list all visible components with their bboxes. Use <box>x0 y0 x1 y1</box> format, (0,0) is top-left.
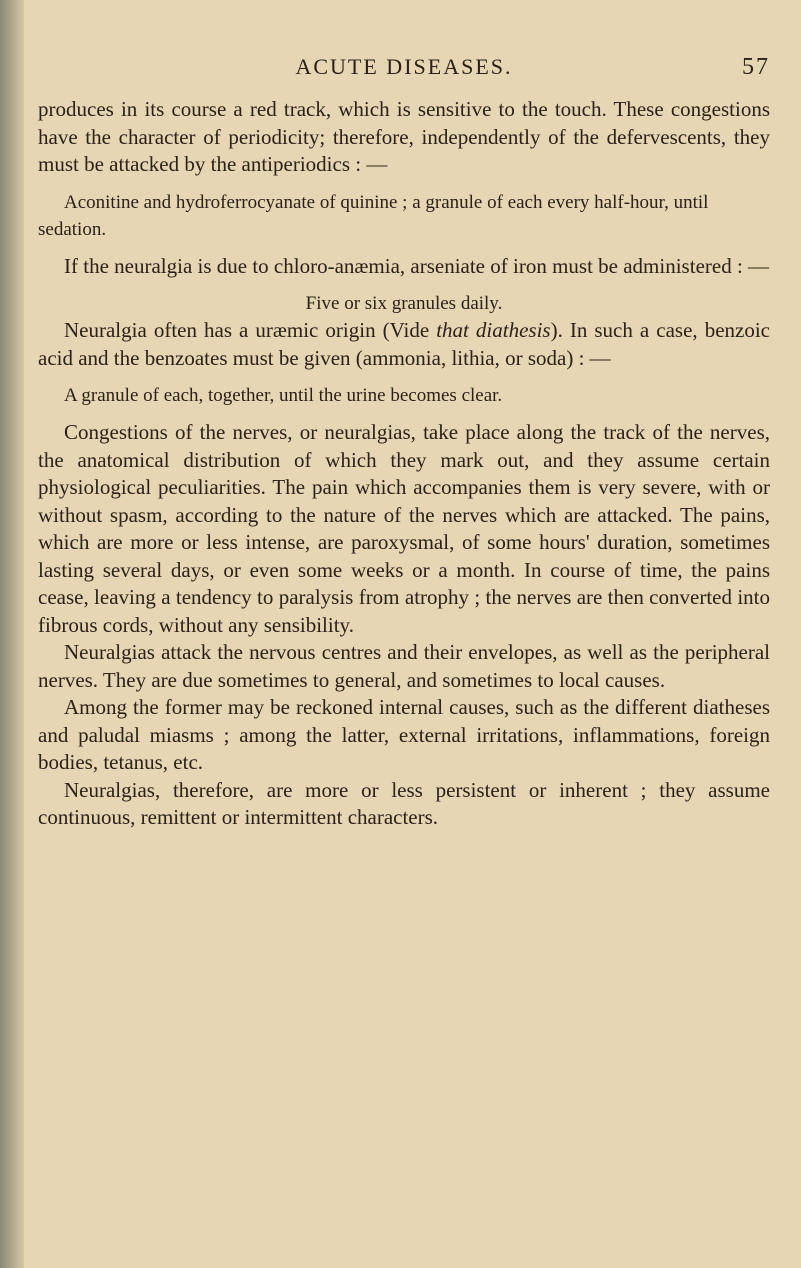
running-header <box>38 54 770 82</box>
prescription-benzoates: A granule of each, together, until the urine becomes clear. <box>64 385 503 406</box>
paragraph-nervous-centres: Neuralgias attack the nervous centres and their envelopes, as well as the peripheral nerves. They are due sometimes to general, and sometimes to local causes. <box>38 640 770 692</box>
header-title: ACUTE DISEASES. <box>295 54 513 79</box>
paragraph-persistence: Neuralgias, therefore, are more or less persistent or inherent ; they assume continuous, remittent or intermittent characters. <box>38 777 770 829</box>
uraemic-text-b: ). In such a case, benzoic acid and the benzoates must be given (ammonia, lithia, or soda) : — <box>38 318 770 370</box>
uraemic-text-a: Neuralgia often has a uræmic origin (Vide <box>64 318 437 342</box>
paragraph-chloro-anaemia: If the neuralgia is due to chloro-anæmia, arseniate of iron must be administered : — <box>64 253 770 278</box>
paragraph-continuation: produces in its course a red track, which is sensitive to the touch. These congestions have the character of periodicity; therefore, independently of the defervescents, they must be attacked by the antiperiodics : — <box>38 97 770 176</box>
paragraph-causes: Among the former may be reckoned internal causes, such as the different diatheses and paludal miasms ; among the latter, external irritations, inflammations, foreign bodies, tetanus, etc. <box>38 695 770 774</box>
paragraph-uraemic-origin <box>38 317 770 372</box>
uraemic-italic: that diathesis <box>436 318 551 342</box>
page-number: 57 <box>742 54 770 80</box>
page-body <box>38 96 770 832</box>
prescription-aconitine: Aconitine and hydroferrocyanate of quinine ; a granule of each every half-hour, until sedation. <box>38 191 709 240</box>
paragraph-nerve-congestions: Congestions of the nerves, or neuralgias, take place along the track of the nerves, the anatomical distribution of which they mark out, and they assume certain physiological peculiarities. The pain which accompanies them is very severe, with or without spasm, according to the nature of the nerves which are attacked. The pains, which are more or less intense, are paroxysmal, of some hours' duration, sometimes lasting several days, or even some weeks or a month. In course of time, the pains cease, leaving a tendency to paralysis from atrophy ; the nerves are then converted into fibrous cords, without any sensibility. <box>38 420 770 637</box>
prescription-granules-daily: Five or six granules daily. <box>305 293 503 314</box>
book-gutter-shadow <box>0 0 24 1268</box>
